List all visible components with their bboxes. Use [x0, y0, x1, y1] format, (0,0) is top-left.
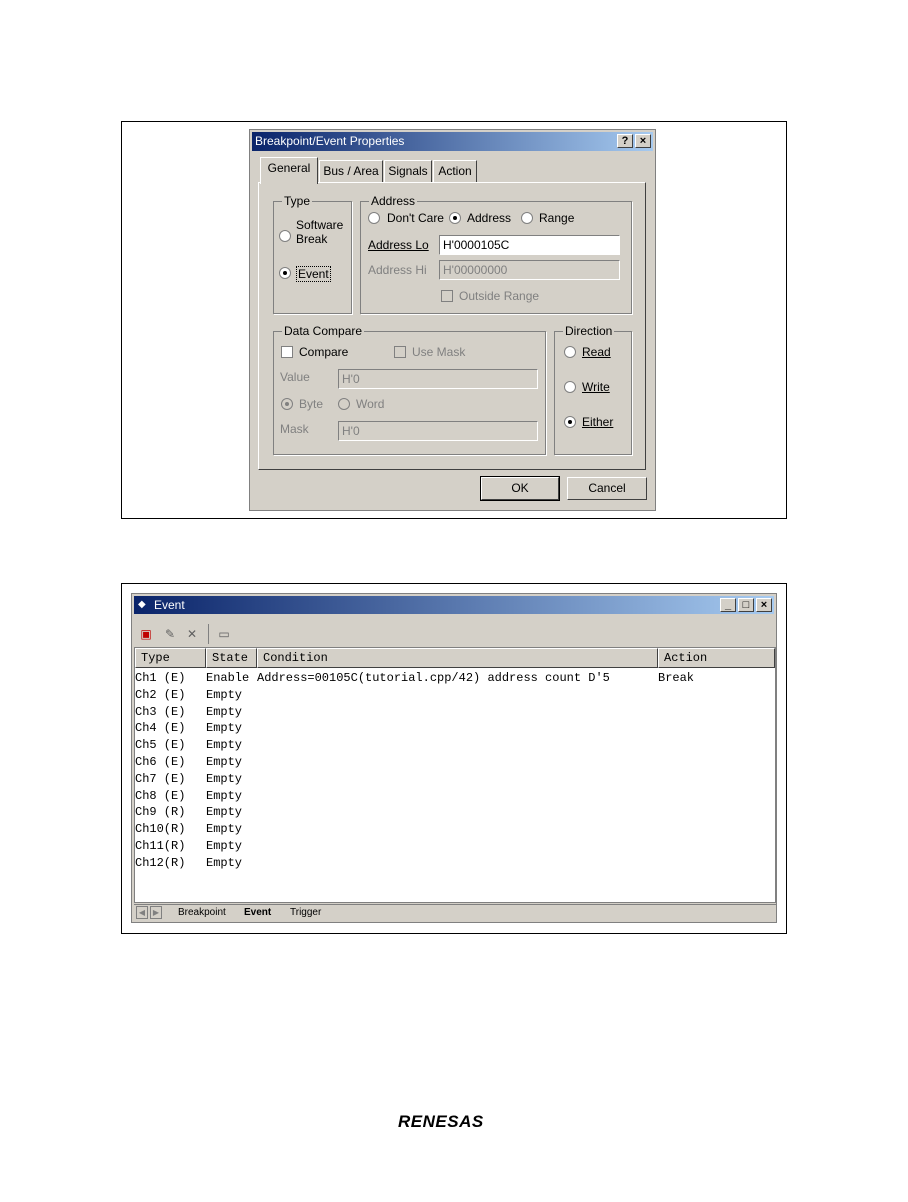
- table-row[interactable]: [135, 821, 775, 838]
- address-group: [360, 194, 632, 314]
- row-state: Empty: [206, 754, 243, 769]
- row-state: Empty: [206, 704, 243, 719]
- close-icon[interactable]: ×: [635, 134, 651, 148]
- software-break-radio[interactable]: [279, 230, 291, 242]
- row-action: Break: [658, 671, 695, 685]
- row-type: Ch4 (E): [135, 721, 186, 736]
- column-header-action[interactable]: Action: [658, 648, 775, 668]
- row-type: Ch1 (E): [135, 671, 186, 685]
- row-type: Ch9 (R): [135, 805, 186, 820]
- cancel-button[interactable]: Cancel: [567, 477, 647, 500]
- table-row[interactable]: [135, 704, 775, 721]
- event-window-title: Event: [154, 598, 185, 612]
- address-radio[interactable]: [449, 212, 461, 224]
- table-row[interactable]: [135, 838, 775, 855]
- row-type: Ch8 (E): [135, 788, 186, 803]
- data-compare-group: [273, 324, 546, 455]
- value-input[interactable]: H'0: [338, 369, 538, 389]
- direction-group-label: Direction: [565, 324, 613, 338]
- general-tab-panel: [258, 182, 646, 470]
- close-window-icon[interactable]: ×: [756, 598, 772, 612]
- help-icon[interactable]: ?: [617, 134, 633, 148]
- use-mask-checkbox[interactable]: [394, 346, 406, 358]
- tab-breakpoint[interactable]: Breakpoint: [178, 907, 226, 918]
- scroll-right-icon[interactable]: ▶: [150, 906, 162, 919]
- table-row[interactable]: [135, 855, 775, 872]
- dont-care-label: Don't Care: [387, 211, 444, 225]
- byte-radio[interactable]: [281, 398, 293, 410]
- row-type: Ch12(R): [135, 855, 186, 870]
- renesas-logo: RENESAS: [398, 1112, 484, 1131]
- bottom-tab-bar: [134, 904, 776, 921]
- address-lo-input[interactable]: H'0000105C: [439, 235, 620, 255]
- event-window: [131, 593, 777, 923]
- tab-trigger[interactable]: Trigger: [290, 907, 322, 918]
- table-row[interactable]: [135, 788, 775, 805]
- table-row[interactable]: [135, 754, 775, 771]
- tab-bus-area[interactable]: Bus / Area: [319, 160, 383, 182]
- either-radio[interactable]: [564, 416, 576, 428]
- table-row[interactable]: [135, 771, 775, 788]
- table-row[interactable]: [135, 737, 775, 754]
- mask-label: Mask: [280, 422, 309, 436]
- column-header-condition[interactable]: Condition: [257, 648, 658, 668]
- event-window-icon: ◆: [138, 599, 146, 610]
- word-label: Word: [356, 397, 385, 411]
- row-state: Empty: [206, 738, 243, 753]
- row-state: Empty: [206, 788, 243, 803]
- data-compare-group-label: Data Compare: [284, 324, 363, 338]
- add-event-icon[interactable]: ▣: [140, 627, 152, 641]
- compare-label: Compare: [299, 345, 349, 359]
- dialog-title-bar: [252, 132, 653, 151]
- dialog-title: Breakpoint/Event Properties: [255, 134, 405, 148]
- address-group-label: Address: [371, 194, 416, 208]
- outside-range-label: Outside Range: [459, 289, 540, 303]
- row-state: Empty: [206, 687, 243, 702]
- row-type: Ch7 (E): [135, 771, 186, 786]
- direction-group: [554, 324, 632, 455]
- word-radio[interactable]: [338, 398, 350, 410]
- row-type: Ch6 (E): [135, 754, 186, 769]
- byte-label: Byte: [299, 397, 324, 411]
- column-header-state[interactable]: State: [206, 648, 257, 668]
- row-state: Empty: [206, 771, 243, 786]
- ok-button[interactable]: OK: [481, 477, 559, 500]
- row-state: Empty: [206, 721, 243, 736]
- toolbar-separator: [208, 624, 209, 644]
- outside-range-checkbox[interactable]: [441, 290, 453, 302]
- table-row[interactable]: [135, 687, 775, 704]
- value-label: Value: [280, 370, 310, 384]
- maximize-icon[interactable]: □: [738, 598, 754, 612]
- row-type: Ch11(R): [135, 838, 186, 853]
- row-type: Ch2 (E): [135, 687, 186, 702]
- row-type: Ch10(R): [135, 822, 186, 837]
- write-label: Write: [582, 380, 610, 394]
- event-list: [134, 647, 776, 903]
- row-state: Empty: [206, 855, 243, 870]
- row-condition: Address=00105C(tutorial.cpp/42) address count D'5: [257, 671, 610, 685]
- column-header-type[interactable]: Type: [135, 648, 206, 668]
- properties-icon[interactable]: ▭: [218, 627, 230, 641]
- scroll-left-icon[interactable]: ◀: [136, 906, 148, 919]
- use-mask-label: Use Mask: [412, 345, 466, 359]
- range-label: Range: [539, 211, 575, 225]
- software-break-label: Software Break: [296, 218, 344, 246]
- write-radio[interactable]: [564, 381, 576, 393]
- mask-input[interactable]: H'0: [338, 421, 538, 441]
- tab-event[interactable]: Event: [244, 907, 272, 918]
- delete-icon[interactable]: ✕: [186, 627, 198, 641]
- breakpoint-event-properties-dialog: [249, 129, 656, 511]
- type-group: [273, 194, 352, 314]
- either-label: Either: [582, 415, 614, 429]
- address-hi-input[interactable]: H'00000000: [439, 260, 620, 280]
- read-radio[interactable]: [564, 346, 576, 358]
- read-label: Read: [582, 345, 611, 359]
- row-state: Empty: [206, 805, 243, 820]
- address-option-label: Address: [467, 211, 512, 225]
- edit-icon[interactable]: ✎: [164, 627, 176, 641]
- table-row[interactable]: [135, 720, 775, 737]
- tab-signals[interactable]: Signals: [384, 160, 432, 182]
- row-state: Empty: [206, 822, 243, 837]
- range-radio[interactable]: [521, 212, 533, 224]
- row-type: Ch5 (E): [135, 738, 186, 753]
- row-state: Enable: [206, 671, 250, 685]
- event-window-title-bar: [134, 596, 774, 614]
- address-lo-label: Address Lo: [368, 238, 429, 252]
- dont-care-radio[interactable]: [368, 212, 380, 224]
- tab-general[interactable]: General: [260, 157, 318, 184]
- event-rows: [135, 670, 775, 872]
- type-group-label: Type: [284, 194, 311, 208]
- address-hi-label: Address Hi: [368, 263, 427, 277]
- row-state: Empty: [206, 838, 243, 853]
- tab-action[interactable]: Action: [433, 160, 477, 182]
- table-row[interactable]: [135, 804, 775, 821]
- minimize-icon[interactable]: _: [720, 598, 736, 612]
- compare-checkbox[interactable]: [281, 346, 293, 358]
- event-radio[interactable]: [279, 267, 291, 279]
- row-type: Ch3 (E): [135, 704, 186, 719]
- table-row[interactable]: [135, 670, 775, 687]
- event-label: Event: [298, 267, 329, 281]
